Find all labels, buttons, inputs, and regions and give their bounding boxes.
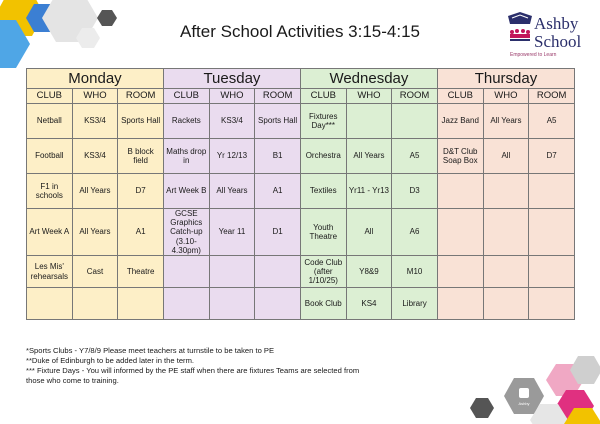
table-row (27, 288, 575, 320)
room-cell (529, 256, 575, 288)
column-header: CLUB (437, 89, 483, 104)
club-cell (437, 174, 483, 209)
club-cell: Art Week A (27, 209, 73, 256)
footnote-fixture-days-continued: those who come to training. (26, 376, 119, 385)
room-cell (392, 104, 438, 139)
club-cell (437, 209, 483, 256)
footnote-sports-clubs: *Sports Clubs - Y7/8/9 Please meet teachers at turnstile to be taken to PE (26, 346, 275, 355)
column-header: ROOM (529, 89, 575, 104)
club-cell: Fixtures Day*** (300, 104, 346, 139)
club-cell: Rackets (163, 104, 209, 139)
table-row (27, 139, 575, 174)
who-cell (209, 288, 255, 320)
room-cell: A1 (255, 174, 301, 209)
room-cell: Library (392, 288, 438, 320)
footnote-fixture-days: *** Fixture Days - You will informed by the PE staff when there are fixtures Teams are selected from (26, 366, 360, 375)
room-cell (529, 288, 575, 320)
day-header-wednesday: Wednesday (300, 69, 437, 89)
club-cell: Football (27, 139, 73, 174)
room-cell: Sports Hall (255, 104, 301, 139)
who-cell (483, 209, 529, 256)
table-row (27, 209, 575, 256)
who-cell: KS4 (346, 288, 392, 320)
column-header: ROOM (118, 89, 164, 104)
school-motto: Empowered to Learn (510, 52, 557, 58)
who-cell (209, 256, 255, 288)
column-header: CLUB (27, 89, 73, 104)
column-header: WHO (483, 89, 529, 104)
club-cell: Youth Theatre (300, 209, 346, 256)
who-cell: Yr 12/13 (209, 139, 255, 174)
club-cell: Netball (27, 104, 73, 139)
school-name-line-1: Ashby (534, 14, 579, 33)
room-cell: A5 (529, 104, 575, 139)
room-cell: B block field (118, 139, 164, 174)
who-cell (483, 256, 529, 288)
day-header-tuesday: Tuesday (163, 69, 300, 89)
club-cell (163, 288, 209, 320)
club-cell: Textiles (300, 174, 346, 209)
room-cell: A1 (118, 209, 164, 256)
club-cell (163, 256, 209, 288)
club-cell: Code Club (after 1/10/25) (300, 256, 346, 288)
table-row (27, 104, 575, 139)
room-cell (529, 209, 575, 256)
table-row (27, 256, 575, 288)
club-cell: Maths drop in (163, 139, 209, 174)
who-cell: All Years (72, 209, 118, 256)
column-header: WHO (209, 89, 255, 104)
who-cell (483, 288, 529, 320)
club-cell: Art Week B (163, 174, 209, 209)
footnotes (26, 346, 406, 386)
room-cell: A6 (392, 209, 438, 256)
school-name-line-2: School (534, 32, 582, 51)
who-cell: All (483, 139, 529, 174)
club-cell: F1 in schools (27, 174, 73, 209)
footnote-duke-of-edinburgh: **Duke of Edinburgh to be added later in the term. (26, 356, 195, 365)
who-cell (346, 104, 392, 139)
who-cell: All Years (209, 174, 255, 209)
room-cell: Theatre (118, 256, 164, 288)
column-header: CLUB (300, 89, 346, 104)
club-cell: Les Mis' rehearsals (27, 256, 73, 288)
column-header: ROOM (392, 89, 438, 104)
page-title: After School Activities 3:15-4:15 (179, 22, 421, 41)
club-cell: D&T Club Soap Box (437, 139, 483, 174)
who-cell: Y8&9 (346, 256, 392, 288)
who-cell: KS3/4 (209, 104, 255, 139)
room-cell: D7 (118, 174, 164, 209)
day-header-monday: Monday (27, 69, 164, 89)
room-cell: D1 (255, 209, 301, 256)
table-row (27, 174, 575, 209)
day-header-thursday: Thursday (437, 69, 574, 89)
room-cell (255, 288, 301, 320)
column-header: ROOM (255, 89, 301, 104)
club-cell (27, 288, 73, 320)
club-cell (437, 256, 483, 288)
school-logo (494, 8, 594, 58)
who-cell: All Years (483, 104, 529, 139)
svg-text:Ashby: Ashby (518, 401, 530, 406)
hexagon-decoration-bottom-right (470, 350, 600, 424)
room-cell (118, 288, 164, 320)
club-cell (437, 288, 483, 320)
who-cell (483, 174, 529, 209)
activities-timetable (26, 68, 575, 320)
column-header-row (27, 89, 575, 104)
column-header: CLUB (163, 89, 209, 104)
room-cell (529, 174, 575, 209)
who-cell: KS3/4 (72, 139, 118, 174)
room-cell: Sports Hall (118, 104, 164, 139)
who-cell: KS3/4 (72, 104, 118, 139)
room-cell: D7 (529, 139, 575, 174)
who-cell: Yr11 - Yr13 (346, 174, 392, 209)
room-cell: D3 (392, 174, 438, 209)
who-cell: All Years (346, 139, 392, 174)
who-cell: All (346, 209, 392, 256)
day-header-row (27, 69, 575, 89)
room-cell: M10 (392, 256, 438, 288)
column-header: WHO (72, 89, 118, 104)
club-cell: Jazz Band (437, 104, 483, 139)
who-cell (72, 288, 118, 320)
who-cell: Cast (72, 256, 118, 288)
room-cell: A5 (392, 139, 438, 174)
room-cell (255, 256, 301, 288)
room-cell: B1 (255, 139, 301, 174)
who-cell: Year 11 (209, 209, 255, 256)
club-cell: GCSE Graphics Catch-up (3.10-4.30pm) (163, 209, 209, 256)
school-crest-icon-small (518, 388, 529, 406)
club-cell: Orchestra (300, 139, 346, 174)
column-header: WHO (346, 89, 392, 104)
who-cell: All Years (72, 174, 118, 209)
club-cell: Book Club (300, 288, 346, 320)
